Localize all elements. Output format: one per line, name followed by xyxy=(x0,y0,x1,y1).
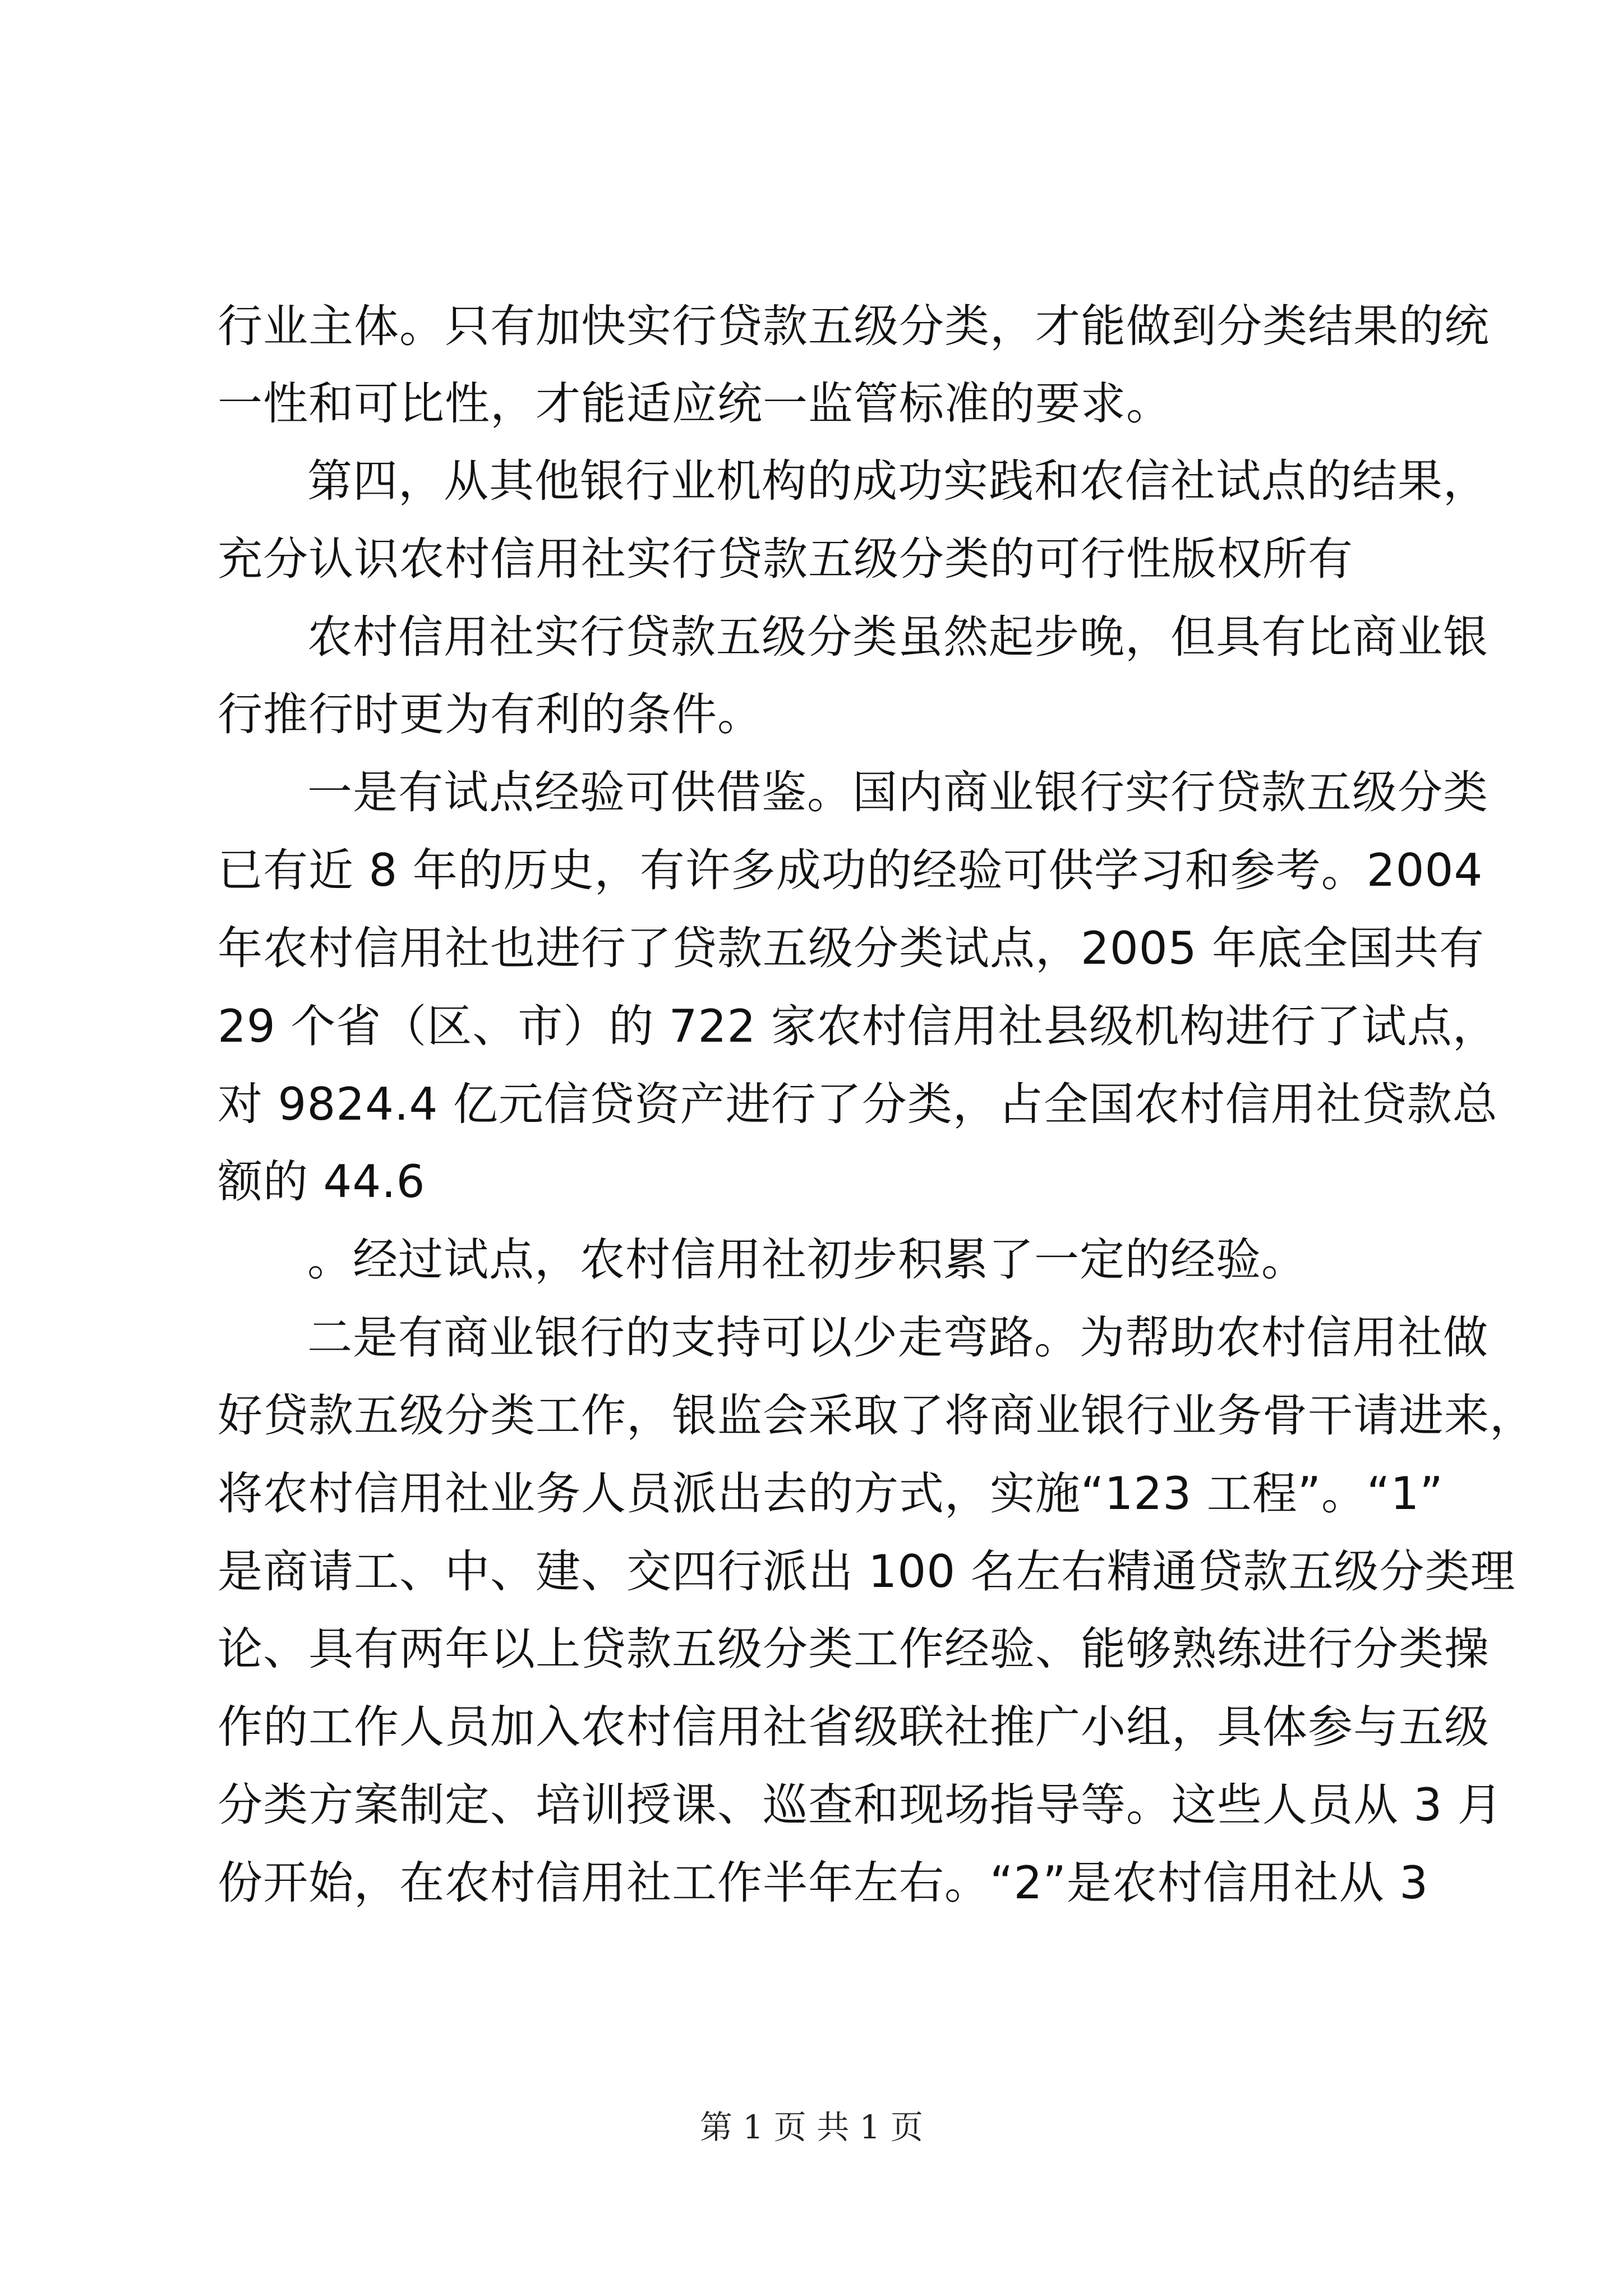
page-footer: 第 1 页 共 1 页 xyxy=(700,2108,923,2146)
text-line-10: 29 个省（区、市）的 722 家农村信用社县级机构进行了试点， xyxy=(218,1000,1498,1052)
text-line-9: 年农村信用社也进行了贷款五级分类试点，2005 年底全国共有 xyxy=(218,922,1485,974)
text-line-11: 对 9824.4 亿元信贷资产进行了分类，占全国农村信用社贷款总 xyxy=(218,1078,1498,1130)
text-line-20: 分类方案制定、培训授课、巡查和现场指导等。这些人员从 3 月 xyxy=(218,1779,1503,1831)
text-line-12: 额的 44.6 xyxy=(218,1156,426,1208)
text-line-14: 二是有商业银行的支持可以少走弯路。为帮助农村信用社做 xyxy=(307,1312,1488,1364)
text-line-5: 农村信用社实行贷款五级分类虽然起步晚，但具有比商业银 xyxy=(307,611,1488,663)
text-line-3: 第四，从其他银行业机构的成功实践和农信社试点的结果， xyxy=(307,455,1488,507)
text-line-17: 是商请工、中、建、交四行派出 100 名左右精通贷款五级分类理 xyxy=(218,1545,1516,1598)
text-line-18: 论、具有两年以上贷款五级分类工作经验、能够熟练进行分类操 xyxy=(218,1623,1490,1675)
text-line-8: 已有近 8 年的历史，有许多成功的经验可供学习和参考。2004 xyxy=(218,844,1483,896)
text-line-6: 行推行时更为有利的条件。 xyxy=(218,688,763,740)
text-line-21: 份开始，在农村信用社工作半年左右。“2”是农村信用社从 3 xyxy=(218,1857,1429,1909)
text-line-13: 。经过试点，农村信用社初步积累了一定的经验。 xyxy=(307,1234,1307,1286)
text-line-15: 好贷款五级分类工作，银监会采取了将商业银行业务骨干请进来， xyxy=(218,1389,1535,1442)
text-line-1: 行业主体。只有加快实行贷款五级分类，才能做到分类结果的统 xyxy=(218,300,1490,352)
text-line-2: 一性和可比性，才能适应统一监管标准的要求。 xyxy=(218,378,1172,430)
text-line-4: 充分认识农村信用社实行贷款五级分类的可行性版权所有 xyxy=(218,533,1353,585)
text-line-19: 作的工作人员加入农村信用社省级联社推广小组，具体参与五级 xyxy=(218,1701,1490,1753)
text-line-7: 一是有试点经验可供借鉴。国内商业银行实行贷款五级分类 xyxy=(307,766,1488,818)
text-line-16: 将农村信用社业务人员派出去的方式，实施“123 工程”。“1” xyxy=(218,1467,1444,1520)
